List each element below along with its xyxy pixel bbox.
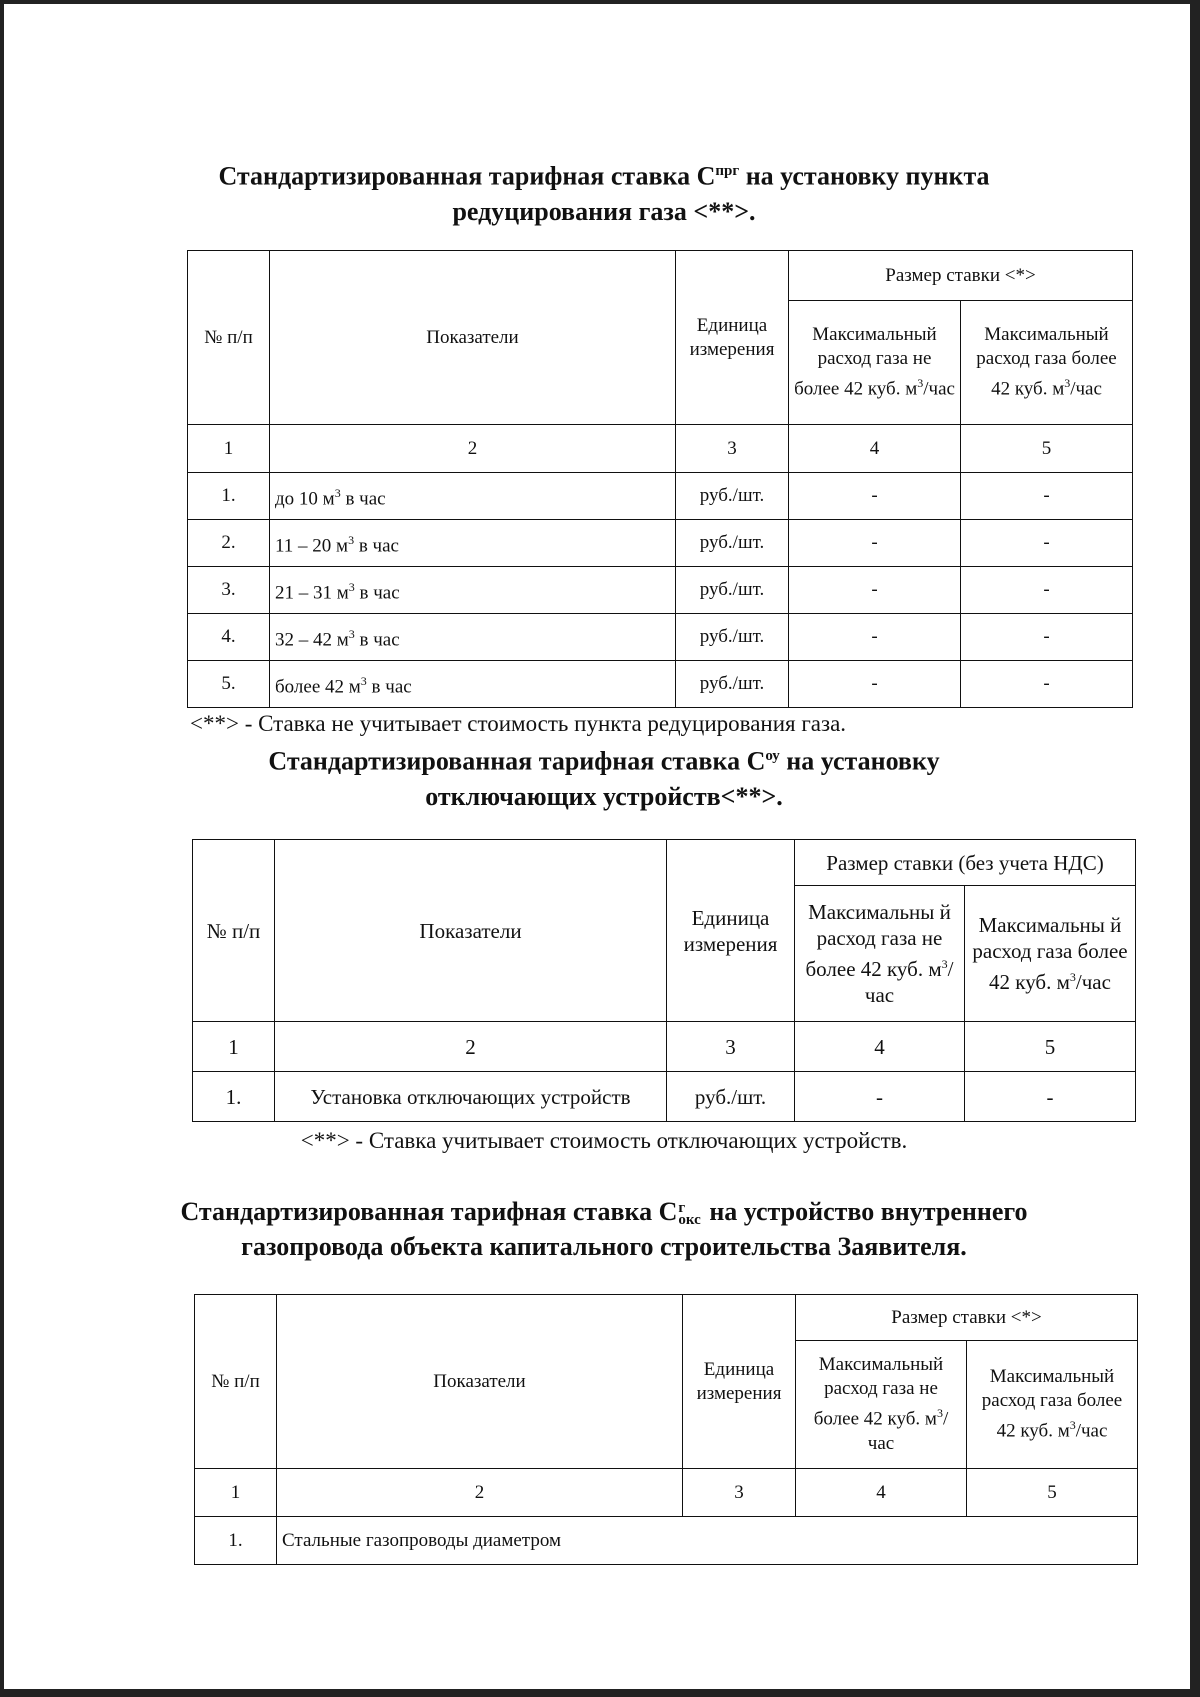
section3-title-line2: газопровода объекта капитального строительства Заявителя. (241, 1232, 967, 1261)
header-rate-a: Максимальный расход газа не более 42 куб. $м^3$/час (789, 301, 961, 425)
header-unit: Единица измерения (683, 1295, 796, 1469)
section2-title-sup: оу (765, 748, 780, 764)
section1-title (154, 154, 1054, 229)
section3-title-symbol: С (658, 1197, 678, 1226)
header-indicators: Показатели (275, 840, 667, 1022)
header-rate-b: Максимальный расход газа более 42 куб. $м^3$/час (961, 301, 1133, 425)
header-rate-group: Размер ставки (без учета НДС) (795, 840, 1136, 886)
section2-title-text: Стандартизированная тарифная ставка С (268, 746, 766, 776)
header-rate-b: Максимальный расход газа более 42 куб. $м^3$/час (967, 1341, 1138, 1469)
header-rate-group: Размер ставки <*> (796, 1295, 1138, 1341)
header-num: № п/п (193, 840, 275, 1022)
header-rate-a: Максимальны й расход газа не более 42 куб. $м^3$/час (795, 886, 965, 1022)
header-unit: Единица измерения (676, 251, 789, 425)
header-rate-group: Размер ставки <*> (789, 251, 1133, 301)
section2-footnote: <**> - Ставка учитывает стоимость отключающих устройств. (300, 1128, 908, 1153)
section3-table (194, 1294, 1138, 1565)
section1-footnote: <**> - Ставка не учитывает стоимость пункта редуцирования газа. (190, 711, 847, 736)
section2-title-line2: отключающих устройств<**>. (425, 781, 783, 811)
index-row: 1 2 3 4 5 (195, 1469, 1138, 1517)
section1-title-line2: редуцирования газа <**>. (452, 196, 756, 226)
header-num: № п/п (188, 251, 270, 425)
table-row: 5. более 42 $м^3$ в час руб./шт. - - (188, 661, 1133, 708)
section3-title-index: г окс (678, 1200, 701, 1228)
table-row: 1. до 10 $м^3$ в час руб./шт. - - (188, 473, 1133, 520)
section1-title-text-2: на установку пункта (739, 161, 990, 191)
header-rate-b: Максимальны й расход газа более 42 куб. $м^3$/час (965, 886, 1136, 1022)
index-row: 1 2 3 4 5 (188, 425, 1133, 473)
index-row: 1 2 3 4 5 (193, 1022, 1136, 1072)
section1-title-text: Стандартизированная тарифная ставка С (218, 161, 716, 191)
header-unit: Единица измерения (667, 840, 795, 1022)
table-row: 3. 21 – 31 $м^3$ в час руб./шт. - - (188, 567, 1133, 614)
section2-table (192, 839, 1136, 1122)
section1-table (187, 250, 1133, 708)
section2-title-text-2: на установку (779, 746, 940, 776)
header-indicators: Показатели (270, 251, 676, 425)
section3-title (104, 1194, 1104, 1264)
table-row: 2. 11 – 20 $м^3$ в час руб./шт. - - (188, 520, 1133, 567)
section1-title-sup: прг (715, 163, 740, 179)
section2-title (154, 739, 1054, 814)
table-row: 4. 32 – 42 $м^3$ в час руб./шт. - - (188, 614, 1133, 661)
table-row: 1. Стальные газопроводы диаметром (195, 1517, 1138, 1565)
header-num: № п/п (195, 1295, 277, 1469)
section3-title-text: Стандартизированная тарифная ставка (180, 1197, 659, 1226)
header-indicators: Показатели (277, 1295, 683, 1469)
header-rate-a: Максимальный расход газа не более 42 куб. $м^3$/час (796, 1341, 967, 1469)
section3-title-text-2: на устройство внутреннего (702, 1197, 1028, 1226)
table-row: 1. Установка отключающих устройств руб./шт. - - (193, 1072, 1136, 1122)
